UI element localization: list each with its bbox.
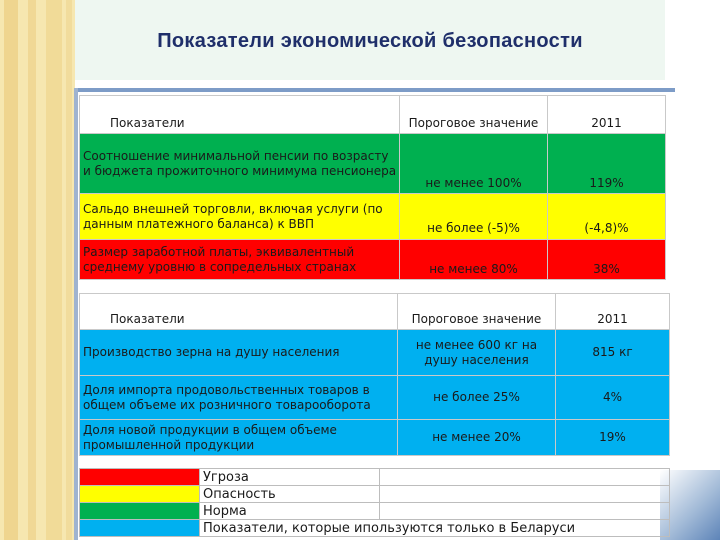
background-right-panel bbox=[665, 0, 720, 540]
indicator-name: Доля новой продукции в общем объеме промышленной продукции bbox=[80, 420, 398, 456]
indicator-name: Сальдо внешней торговли, включая услуги (по данным платежного баланса) к ВВП bbox=[80, 194, 400, 240]
title-divider bbox=[75, 88, 675, 92]
table-row bbox=[80, 134, 666, 194]
table-header-row bbox=[80, 294, 670, 330]
threshold-value: не менее 80% bbox=[400, 240, 548, 280]
indicator-name: Размер заработной платы, эквивалентный среднему уровню в сопредельных странах bbox=[80, 240, 400, 280]
color-legend bbox=[79, 468, 670, 537]
table-row bbox=[80, 420, 670, 456]
indicator-name: Производство зерна на душу населения bbox=[80, 330, 398, 376]
legend-swatch-belarus bbox=[80, 520, 200, 537]
table-header-row bbox=[80, 96, 666, 134]
slide-title: Показатели экономической безопасности bbox=[157, 30, 583, 52]
year-value: 4% bbox=[556, 376, 670, 420]
indicator-name: Доля импорта продовольственных товаров в общем объеме их розничного товарооборота bbox=[80, 376, 398, 420]
legend-empty-cell bbox=[380, 503, 670, 520]
table-row bbox=[80, 194, 666, 240]
background-left-panel bbox=[0, 0, 75, 540]
header-year: 2011 bbox=[556, 294, 670, 330]
threshold-value: не более 25% bbox=[398, 376, 556, 420]
legend-swatch-threat bbox=[80, 469, 200, 486]
indicator-name: Соотношение минимальной пенсии по возрасту и бюджета прожиточного минимума пенсионера bbox=[80, 134, 400, 194]
legend-item bbox=[80, 486, 670, 503]
table-row bbox=[80, 240, 666, 280]
header-threshold: Пороговое значение bbox=[400, 96, 548, 134]
threshold-value: не менее 20% bbox=[398, 420, 556, 456]
year-value: (-4,8)% bbox=[548, 194, 666, 240]
table-row bbox=[80, 376, 670, 420]
legend-label-danger: Опасность bbox=[200, 486, 380, 503]
legend-empty-cell bbox=[380, 469, 670, 486]
left-divider bbox=[74, 88, 78, 540]
legend-swatch-normal bbox=[80, 503, 200, 520]
threshold-value: не менее 100% bbox=[400, 134, 548, 194]
indicators-table-2 bbox=[79, 293, 670, 456]
year-value: 119% bbox=[548, 134, 666, 194]
table-row bbox=[80, 330, 670, 376]
header-indicator: Показатели bbox=[80, 96, 400, 134]
legend-label-belarus: Показатели, которые ипользуются только в Беларуси bbox=[200, 520, 670, 537]
year-value: 815 кг bbox=[556, 330, 670, 376]
header-year: 2011 bbox=[548, 96, 666, 134]
year-value: 38% bbox=[548, 240, 666, 280]
threshold-value: не менее 600 кг на душу населения bbox=[398, 330, 556, 376]
threshold-value: не более (-5)% bbox=[400, 194, 548, 240]
legend-item bbox=[80, 503, 670, 520]
legend-item bbox=[80, 520, 670, 537]
legend-label-threat: Угроза bbox=[200, 469, 380, 486]
indicators-table-1 bbox=[79, 95, 666, 280]
header-threshold: Пороговое значение bbox=[398, 294, 556, 330]
header-indicator: Показатели bbox=[80, 294, 398, 330]
legend-empty-cell bbox=[380, 486, 670, 503]
legend-item bbox=[80, 469, 670, 486]
legend-swatch-danger bbox=[80, 486, 200, 503]
year-value: 19% bbox=[556, 420, 670, 456]
legend-label-normal: Норма bbox=[200, 503, 380, 520]
